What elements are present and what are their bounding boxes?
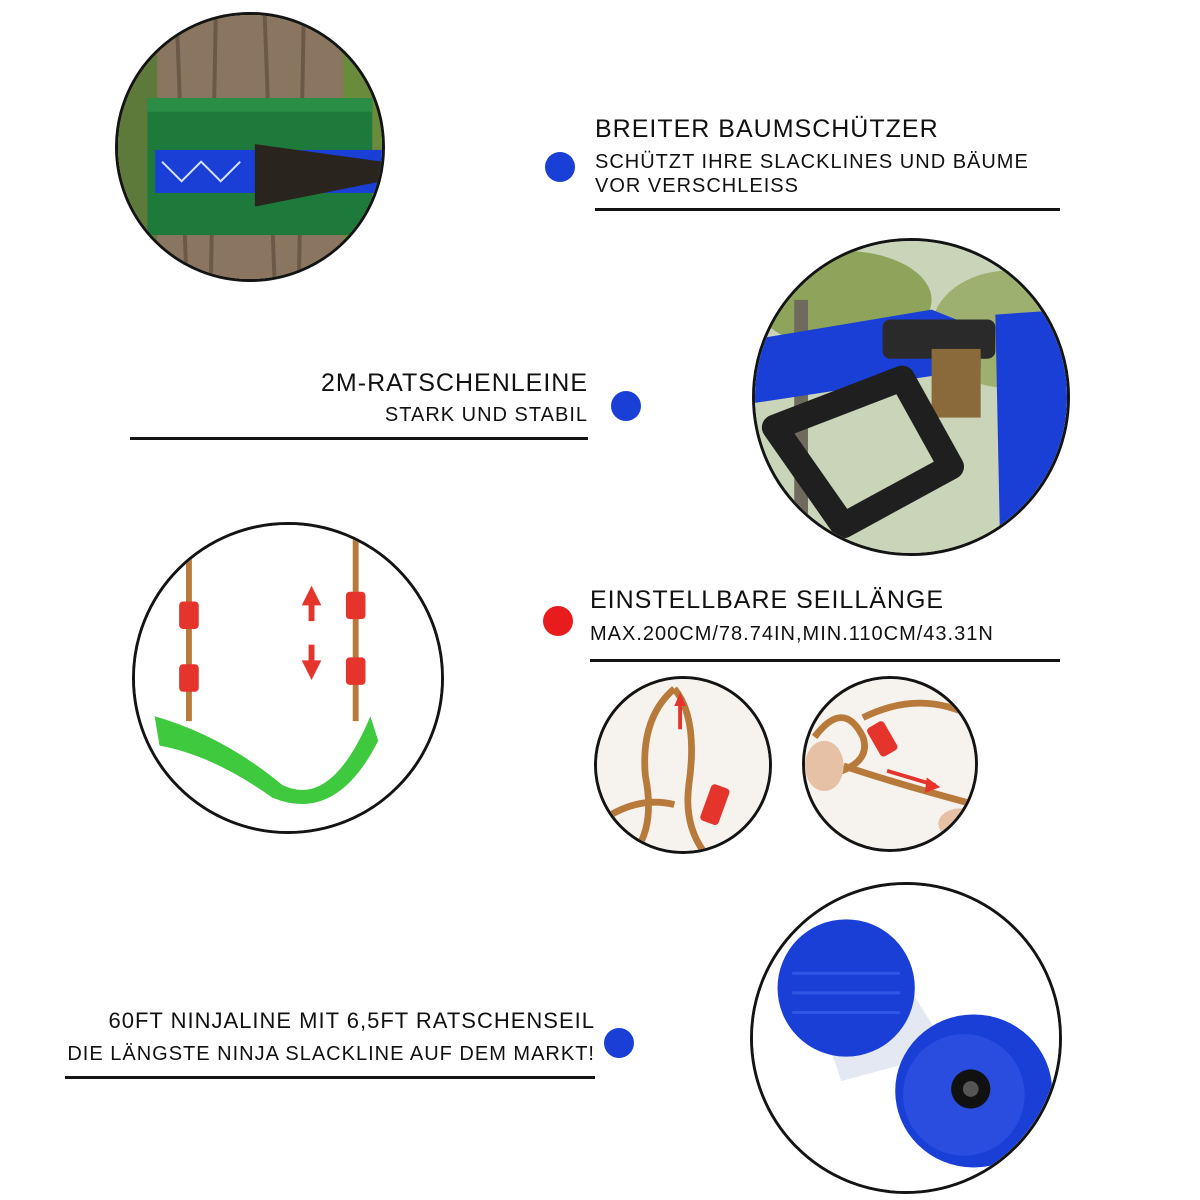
- feature-bullet-ninjaline: [604, 1028, 634, 1058]
- rope-loop-photo-icon: [597, 679, 769, 851]
- feature-bullet-tree-protector: [545, 152, 575, 182]
- tree-protector-photo-icon: [118, 15, 382, 279]
- feature-title-ninjaline: 60FT NINJALINE MIT 6,5FT RATSCHENSEIL: [108, 1008, 595, 1033]
- feature-subtitle-tree-protector-line-2: VOR VERSCHLEISS: [595, 175, 799, 197]
- feature-subtitle-ratchet: STARK UND STABIL: [384, 404, 588, 426]
- strap-roll-photo: [750, 882, 1062, 1194]
- rope-adjust-photo-icon: [805, 679, 975, 849]
- feature-divider-ratchet: [130, 437, 588, 440]
- feature-title-tree-protector: BREITER BAUMSCHÜTZER: [595, 115, 939, 143]
- rope-loop-photo: [594, 676, 772, 854]
- feature-bullet-rope-length: [543, 606, 573, 636]
- swing-seat-photo: [132, 522, 444, 834]
- feature-title-ratchet: 2M-RATSCHENLEINE: [321, 369, 588, 397]
- feature-divider-tree-protector: [595, 208, 1060, 211]
- ratchet-photo: [752, 238, 1070, 556]
- strap-roll-photo-icon: [753, 885, 1059, 1191]
- feature-divider-rope-length: [590, 659, 1060, 662]
- tree-protector-photo: [115, 12, 385, 282]
- swing-seat-photo-icon: [135, 525, 441, 831]
- rope-adjust-photo: [802, 676, 978, 852]
- feature-subtitle-rope-length: MAX.200CM/78.74IN,MIN.110CM/43.31N: [590, 623, 994, 645]
- feature-title-rope-length: EINSTELLBARE SEILLÄNGE: [590, 586, 945, 614]
- feature-subtitle-ninjaline: DIE LÄNGSTE NINJA SLACKLINE AUF DEM MARKT!: [67, 1043, 595, 1065]
- feature-divider-ninjaline: [65, 1076, 595, 1079]
- ratchet-photo-icon: [755, 241, 1067, 553]
- feature-bullet-ratchet: [611, 391, 641, 421]
- feature-subtitle-tree-protector-line-1: SCHÜTZT IHRE SLACKLINES UND BÄUME: [595, 151, 1029, 173]
